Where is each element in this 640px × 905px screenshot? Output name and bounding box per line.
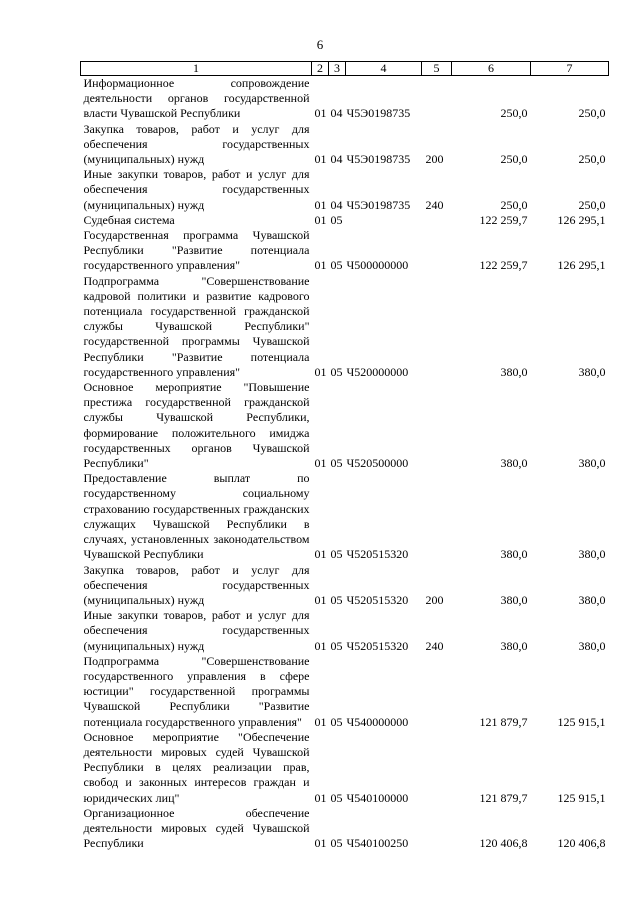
- row-subsection: 05: [330, 258, 343, 273]
- row-amount-2: 126 295,1: [557, 212, 606, 227]
- table-row: [81, 563, 609, 609]
- row-subsection: 05: [330, 714, 343, 729]
- row-name: Иные закупки товаров, работ и услуг для обеспечения государственных (муниципальных) нужд: [83, 608, 310, 653]
- row-expense-type: 240: [425, 197, 444, 212]
- header-col-7: 7: [531, 62, 609, 76]
- row-name: Информационное сопровождение деятельности органов государственной власти Чувашской Республики: [83, 76, 310, 121]
- row-amount-1: 380,0: [500, 364, 528, 379]
- row-section: 01: [314, 258, 327, 273]
- row-amount-2: 380,0: [578, 364, 606, 379]
- row-section: 01: [314, 836, 327, 851]
- row-amount-1: 122 259,7: [479, 212, 528, 227]
- row-name: Государственная программа Чувашской Республики "Развитие потенциала государственного управления": [83, 228, 310, 273]
- row-target-item: Ч520515320: [346, 592, 409, 607]
- row-subsection: 04: [330, 152, 343, 167]
- table-row: [81, 806, 609, 852]
- header-col-6: 6: [452, 62, 531, 76]
- row-amount-1: 250,0: [500, 197, 528, 212]
- row-amount-2: 380,0: [578, 547, 606, 562]
- row-target-item: Ч5Э0198735: [346, 152, 411, 167]
- row-name: Закупка товаров, работ и услуг для обеспечения государственных (муниципальных) нужд: [83, 562, 310, 607]
- row-expense-type: [422, 274, 452, 380]
- row-name: Судебная система: [83, 212, 175, 227]
- table-row: [81, 654, 609, 730]
- row-section: 01: [314, 714, 327, 729]
- row-name: Организационное обеспечение деятельности мировых судей Чувашской Республики: [83, 805, 310, 851]
- table-row: [81, 274, 609, 380]
- row-expense-type: [422, 228, 452, 274]
- row-target-item: [346, 213, 422, 228]
- row-amount-1: 250,0: [500, 106, 528, 121]
- header-col-2: 2: [312, 62, 329, 76]
- row-target-item: Ч5Э0198735: [346, 197, 411, 212]
- row-name: Подпрограмма "Совершенствование кадровой политики и развитие кадрового потенциала государственной гражданской службы Чувашской Республики" государственной программы Чувашской Республики "Развитие потенциала государственного управления": [83, 273, 310, 379]
- row-amount-2: 380,0: [578, 638, 606, 653]
- row-target-item: Ч520515320: [346, 547, 409, 562]
- row-section: 01: [314, 364, 327, 379]
- row-amount-2: 125 915,1: [557, 714, 606, 729]
- budget-table: [80, 61, 609, 851]
- header-col-5: 5: [422, 62, 452, 76]
- header-col-3: 3: [329, 62, 346, 76]
- row-amount-2: 250,0: [578, 152, 606, 167]
- row-expense-type: [422, 213, 452, 228]
- row-subsection: 05: [330, 547, 343, 562]
- header-col-4: 4: [346, 62, 422, 76]
- table-row: [81, 213, 609, 228]
- row-amount-1: 380,0: [500, 456, 528, 471]
- row-expense-type: [422, 471, 452, 562]
- row-expense-type: [422, 76, 452, 122]
- row-section: 01: [314, 456, 327, 471]
- row-target-item: Ч540100250: [346, 836, 409, 851]
- row-subsection: 05: [330, 790, 343, 805]
- row-amount-2: 120 406,8: [557, 836, 606, 851]
- row-amount-2: 380,0: [578, 592, 606, 607]
- row-section: 01: [314, 547, 327, 562]
- row-amount-2: 126 295,1: [557, 258, 606, 273]
- row-amount-1: 120 406,8: [479, 836, 528, 851]
- row-section: 01: [314, 152, 327, 167]
- header-row: [81, 62, 609, 76]
- row-expense-type: [422, 730, 452, 806]
- row-amount-2: 250,0: [578, 197, 606, 212]
- row-target-item: Ч540100000: [346, 790, 409, 805]
- row-expense-type: 240: [425, 638, 444, 653]
- row-amount-1: 121 879,7: [479, 714, 528, 729]
- row-subsection: 04: [330, 197, 343, 212]
- row-expense-type: 200: [425, 152, 444, 167]
- row-name: Основное мероприятие "Повышение престижа государственной гражданской службы Чувашской Республики, формирование положительного имиджа государственных органов Чувашской Республики": [83, 380, 310, 471]
- row-section: 01: [314, 106, 327, 121]
- table-row: [81, 167, 609, 213]
- row-name: Предоставление выплат по государственному социальному страхованию государственных гражданских служащих Чувашской Республики в случаях, установленных законодательством Чувашской Республики: [83, 471, 310, 562]
- row-target-item: Ч520500000: [346, 456, 409, 471]
- row-target-item: Ч520515320: [346, 638, 409, 653]
- row-expense-type: [422, 380, 452, 471]
- row-section: 01: [314, 212, 327, 227]
- row-subsection: 04: [330, 106, 343, 121]
- table-row: [81, 380, 609, 471]
- row-section: 01: [314, 197, 327, 212]
- row-amount-1: 121 879,7: [479, 790, 528, 805]
- row-name: Закупка товаров, работ и услуг для обеспечения государственных (муниципальных) нужд: [83, 121, 310, 167]
- row-amount-1: 380,0: [500, 592, 528, 607]
- table-row: [81, 76, 609, 122]
- row-amount-1: 122 259,7: [479, 258, 528, 273]
- row-amount-2: 250,0: [578, 106, 606, 121]
- row-subsection: 05: [330, 364, 343, 379]
- row-expense-type: 200: [425, 592, 444, 607]
- row-amount-2: 125 915,1: [557, 790, 606, 805]
- table-row: [81, 228, 609, 274]
- row-target-item: Ч520000000: [346, 364, 409, 379]
- row-section: 01: [314, 638, 327, 653]
- row-name: Иные закупки товаров, работ и услуг для обеспечения государственных (муниципальных) нужд: [83, 167, 310, 212]
- row-expense-type: [422, 806, 452, 852]
- row-amount-2: 380,0: [578, 456, 606, 471]
- row-amount-1: 380,0: [500, 547, 528, 562]
- row-name: Подпрограмма "Совершенствование государственного управления в сфере юстиции" государственной программы Чувашской Республики "Развитие потенциала государственного управления": [83, 653, 310, 729]
- row-subsection: 05: [330, 592, 343, 607]
- row-amount-1: 380,0: [500, 638, 528, 653]
- row-target-item: Ч500000000: [346, 258, 409, 273]
- row-subsection: 05: [330, 212, 343, 227]
- row-section: 01: [314, 592, 327, 607]
- row-subsection: 05: [330, 456, 343, 471]
- row-section: 01: [314, 790, 327, 805]
- row-name: Основное мероприятие "Обеспечение деятельности мировых судей Чувашской Республики в целях реализации прав, свобод и законных интересов граждан и юридических лиц": [83, 729, 310, 805]
- table-row: [81, 730, 609, 806]
- row-subsection: 05: [330, 836, 343, 851]
- table-row: [81, 608, 609, 654]
- page-number: 6: [316, 37, 324, 52]
- row-amount-1: 250,0: [500, 152, 528, 167]
- row-expense-type: [422, 654, 452, 730]
- row-subsection: 05: [330, 638, 343, 653]
- row-target-item: Ч5Э0198735: [346, 106, 411, 121]
- row-target-item: Ч540000000: [346, 714, 409, 729]
- header-col-1: 1: [81, 62, 312, 76]
- table-row: [81, 122, 609, 168]
- table-row: [81, 471, 609, 562]
